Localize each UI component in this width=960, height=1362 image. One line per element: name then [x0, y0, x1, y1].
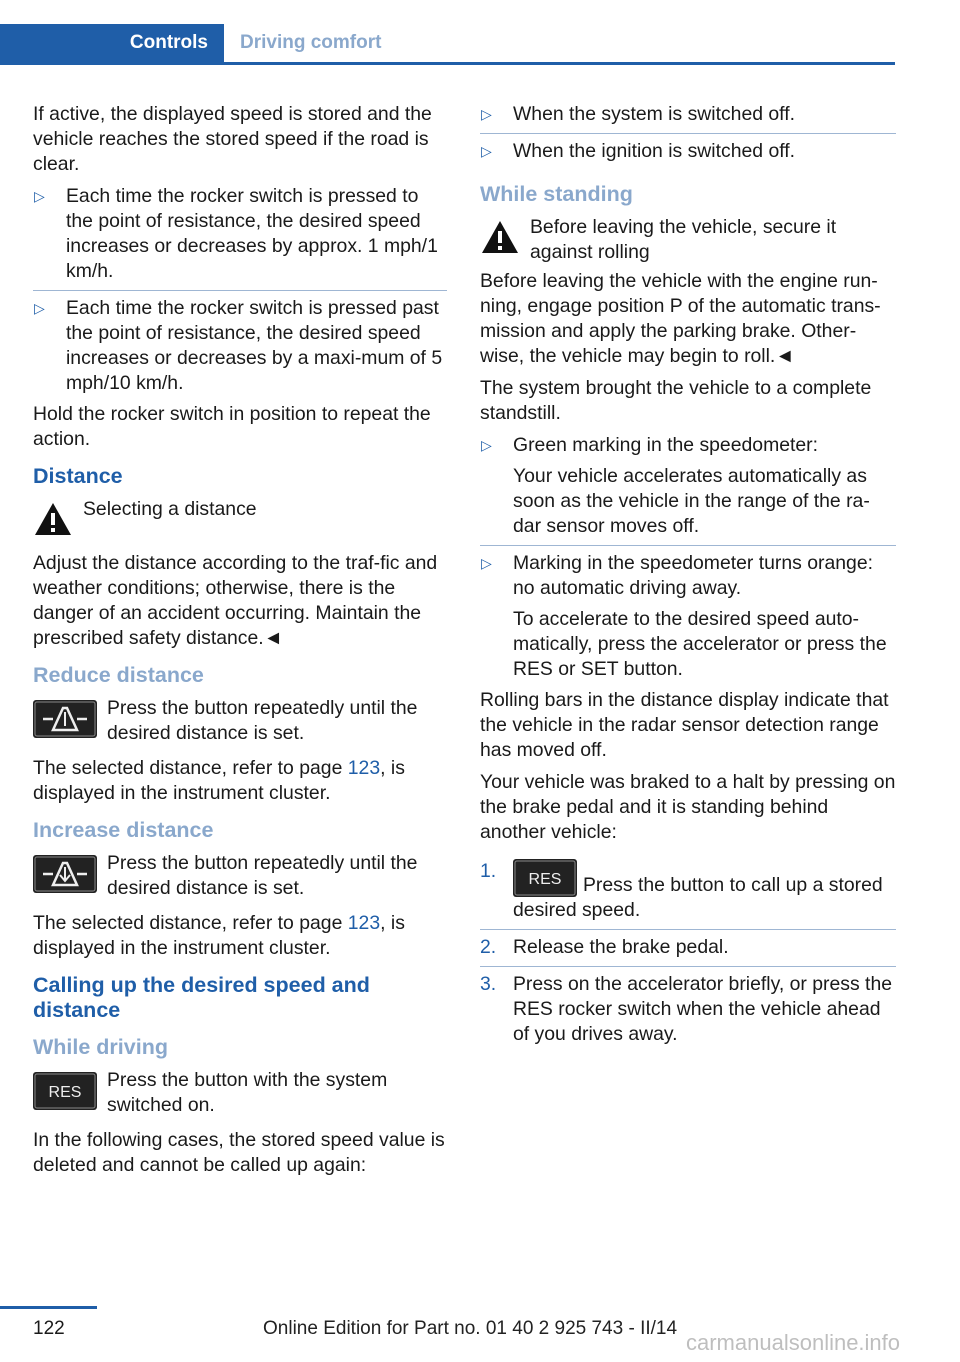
list-item: ▷ When the system is switched off.: [480, 102, 896, 134]
increase-distance-note: The selected distance, refer to page 123, is displayed in the instrument cluster.: [33, 912, 405, 959]
warning-standing: [480, 215, 896, 265]
step-number: 3.: [480, 973, 497, 995]
distance-reduce-button-icon: [33, 700, 97, 738]
heading-while-standing: While standing: [480, 182, 633, 206]
page-link[interactable]: 123: [347, 912, 381, 934]
increase-distance-block: [33, 851, 447, 901]
tab-controls[interactable]: Controls: [0, 24, 224, 62]
reduce-distance-note: The selected distance, refer to page 123, is displayed in the instrument cluster.: [33, 757, 405, 804]
braked-paragraph: Your vehicle was braked to a halt by pressing on the brake pedal and it is standing behind another vehicle:: [480, 771, 896, 843]
list-item: ▷ Each time the rocker switch is pressed to the point of resistance, the desired speed increases or decreases by approx. 1 mph/1 km/h.: [33, 184, 447, 291]
edition-footer: Online Edition for Part no. 01 40 2 925 743 - II/14: [263, 1318, 678, 1339]
triangle-bullet-icon: ▷: [481, 437, 492, 453]
heading-reduce-distance: Reduce distance: [33, 663, 204, 687]
deleted-cases-list: [480, 102, 896, 170]
left-column: [33, 102, 447, 1185]
list-item: 1. RES Press the button to call up a stored desired speed.: [480, 859, 896, 930]
warning-text: Before leaving the vehicle with the engine run‐ning, engage position P of the automatic trans‐mission and apply the parking brake. Other‐wise, the vehicle may begin to roll.◄: [480, 270, 881, 367]
list-item: 3. Press on the accelerator briefly, or press the RES rocker switch when the vehicle ahead of you drives away.: [480, 973, 893, 1045]
reduce-distance-block: [33, 696, 447, 746]
watermark: carmanualsonline.info: [686, 1330, 901, 1355]
speed-bullet-list: [33, 184, 447, 402]
steps-list: [480, 859, 896, 1053]
warning-distance: [33, 497, 447, 547]
distance-increase-button-icon: [33, 855, 97, 893]
while-driving-text: Press the button with the system switched on.: [107, 1069, 388, 1116]
standstill-paragraph: The system brought the vehicle to a complete standstill.: [480, 377, 872, 424]
hold-paragraph: Hold the rocker switch in position to repeat the action.: [33, 403, 431, 450]
heading-distance: Distance: [33, 464, 123, 488]
heading-while-driving: While driving: [33, 1035, 168, 1059]
list-item: ▷ When the ignition is switched off.: [481, 140, 796, 162]
triangle-bullet-icon: ▷: [481, 143, 492, 159]
res-button-icon: [33, 1072, 97, 1110]
heading-increase-distance: Increase distance: [33, 818, 214, 842]
header-bar: [0, 24, 895, 65]
reduce-distance-text: Press the button repeatedly until the desired distance is set.: [107, 697, 418, 744]
page-number: 122: [33, 1318, 65, 1339]
svg-text:RES: RES: [48, 1084, 82, 1101]
step-number: 1.: [480, 860, 497, 882]
page-link[interactable]: 123: [347, 757, 381, 779]
page-number-rule: [0, 1306, 97, 1309]
warning-text: Adjust the distance according to the traf‐fic and weather conditions; otherwise, there is the danger of an accident occurring. Maintain the prescribed safety distance.◄: [33, 552, 438, 649]
warning-triangle-icon: [480, 219, 520, 255]
triangle-bullet-icon: ▷: [481, 555, 492, 571]
triangle-bullet-icon: ▷: [34, 300, 45, 316]
warning-title: Selecting a distance: [83, 498, 257, 520]
rolling-bars-paragraph: Rolling bars in the distance display indicate that the vehicle in the radar sensor detection range has moved off.: [480, 689, 889, 761]
while-driving-block: [33, 1068, 447, 1118]
triangle-bullet-icon: ▷: [34, 188, 45, 204]
speedometer-marking-list: [480, 433, 896, 688]
triangle-bullet-icon: ▷: [481, 106, 492, 122]
warning-triangle-icon: [33, 501, 73, 537]
step-number: 2.: [480, 936, 497, 958]
list-item: ▷ Each time the rocker switch is pressed past the point of resistance, the desired speed increases or decreases by a maxi‐mum of 5 mph/10 km/h.: [34, 297, 443, 394]
intro-paragraph: If active, the displayed speed is stored and the vehicle reaches the stored speed if the road is clear.: [33, 103, 432, 175]
warning-title: Before leaving the vehicle, secure it against rolling: [530, 216, 837, 263]
list-item: ▷ Marking in the speedometer turns orange: no automatic driving away. To accelerate to the desired speed auto‐matically, press the accelerator or press the RES or SET button.: [481, 552, 887, 680]
res-button-icon: [513, 859, 577, 897]
right-column: [480, 102, 896, 1053]
list-item: 2. Release the brake pedal.: [480, 935, 896, 967]
tab-driving-comfort[interactable]: Driving comfort: [240, 32, 382, 53]
list-item: ▷ Green marking in the speedometer: Your vehicle accelerates automatically as soon as the vehicle in the range of the ra‐dar sensor moves off.: [480, 433, 896, 546]
deleted-paragraph: In the following cases, the stored speed value is deleted and cannot be called up again:: [33, 1129, 445, 1176]
increase-distance-text: Press the button repeatedly until the desired distance is set.: [107, 852, 418, 899]
heading-calling-up: Calling up the desired speed and distance: [33, 973, 370, 1022]
svg-text:RES: RES: [528, 871, 562, 888]
